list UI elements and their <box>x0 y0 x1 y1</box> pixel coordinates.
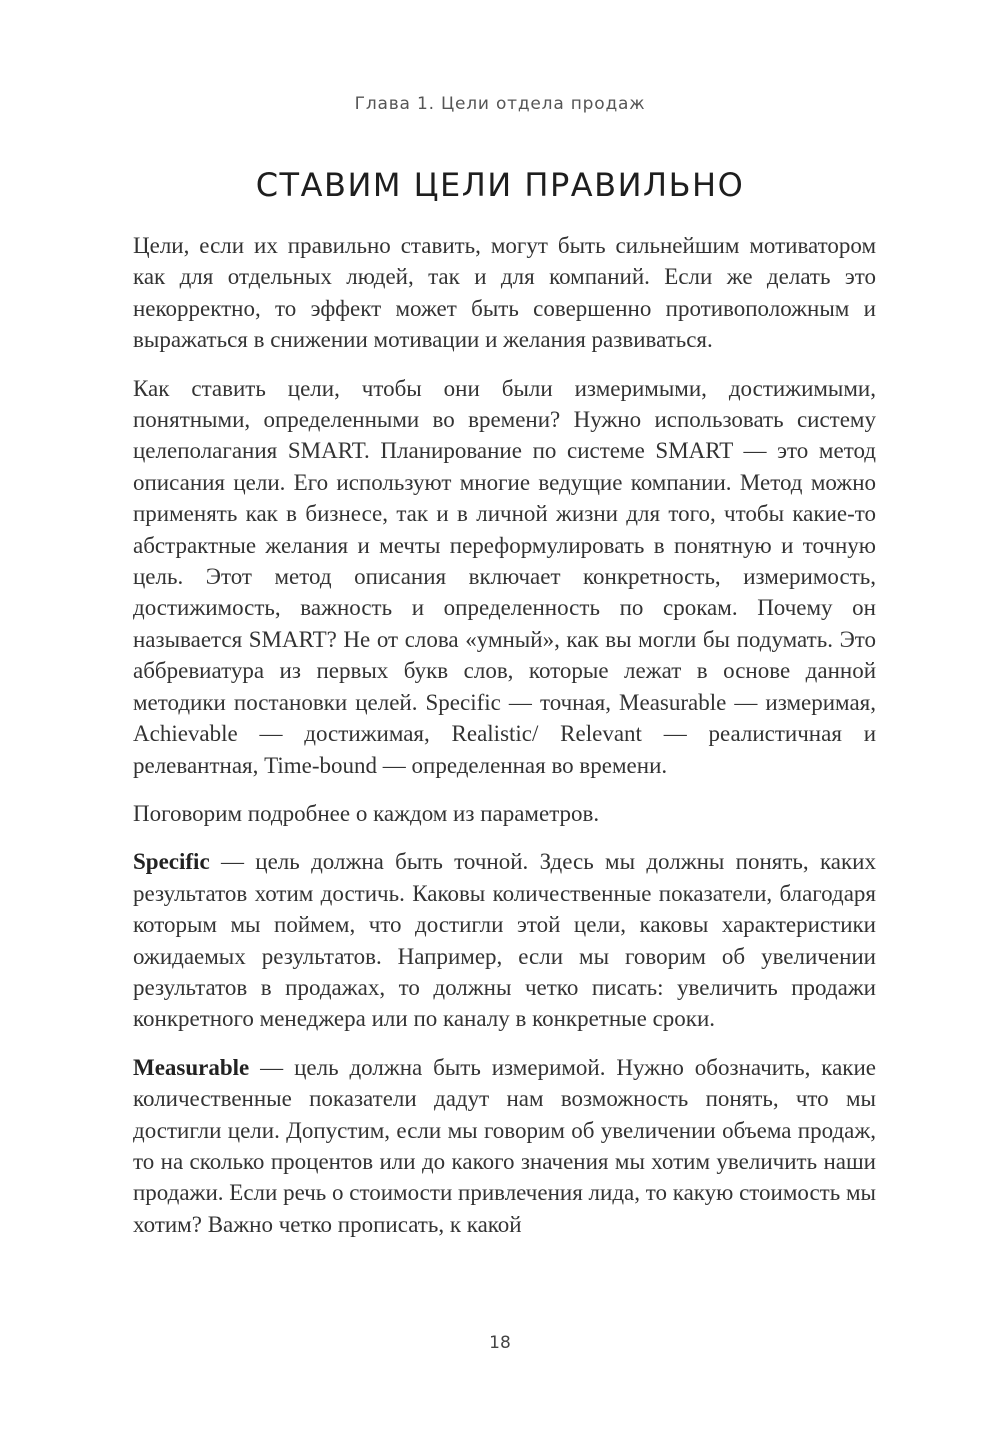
page-number: 18 <box>489 1333 511 1353</box>
paragraph-transition: Поговорим подробнее о каждом из параметров. <box>133 800 600 826</box>
paragraph-intro: Цели, если их правильно ставить, могут быть сильнейшим мотиватором как для отдельных людей, так и для компаний. Если же делать это некорректно, то эффект может быть совершенно противоположным и выражаться в снижении мотивации и желания развиваться. <box>133 233 876 353</box>
paragraph-measurable <box>133 1052 876 1240</box>
body-text <box>133 230 876 1257</box>
page-title: СТАВИМ ЦЕЛИ ПРАВИЛЬНО <box>255 166 745 204</box>
term-specific: Specific <box>133 849 210 875</box>
paragraph-measurable-text: — цель должна быть измеримой. Нужно обозначить, какие количественные показатели дадут нам возможность понять, что мы достигли цели. Допустим, если мы говорим об увеличении объема продаж, то на сколько процентов или до какого значения мы хотим увеличить наши продажи. Если речь о стоимости привлечения лида, то какую стоимость мы хотим? Важно четко прописать, к какой <box>133 1054 876 1237</box>
paragraph-specific-text: — цель должна быть точной. Здесь мы должны понять, каких результатов хотим достичь. Каковы количественные показатели, благодаря которым мы поймем, что достигли этой цели, каковы характеристики ожидаемых результатов. Например, если мы говорим об увеличении результатов в продажах, то должны четко писать: увеличить продажи конкретного менеджера или по каналу в конкретные сроки. <box>133 849 876 1032</box>
term-measurable: Measurable <box>133 1054 250 1080</box>
paragraph-specific <box>133 846 876 1034</box>
running-head: Глава 1. Цели отдела продаж <box>354 94 646 114</box>
paragraph-smart: Как ставить цели, чтобы они были измеримыми, достижимыми, понятными, определенными во времени? Нужно использовать систему целеполагания SMART. Планирование по системе SMART — это метод описания цели. Его используют многие ведущие компании. Метод можно применять как в бизнесе, так и в личной жизни для того, чтобы какие-то абстрактные желания и мечты переформулировать в понятную и точную цель. Этот метод описания включает конкретность, измеримость, достижимость, важность и определенность по срокам. Почему он называется SMART? Не от слова «умный», как вы могли бы подумать. Это аббревиатура из первых букв слов, которые лежат в основе данной методики постановки целей. Specific — точная, Measurable — измеримая, Achievable — достижимая, Realistic/ Relevant — реалистичная и релевантная, Time-bound — определенная во времени. <box>133 375 876 778</box>
